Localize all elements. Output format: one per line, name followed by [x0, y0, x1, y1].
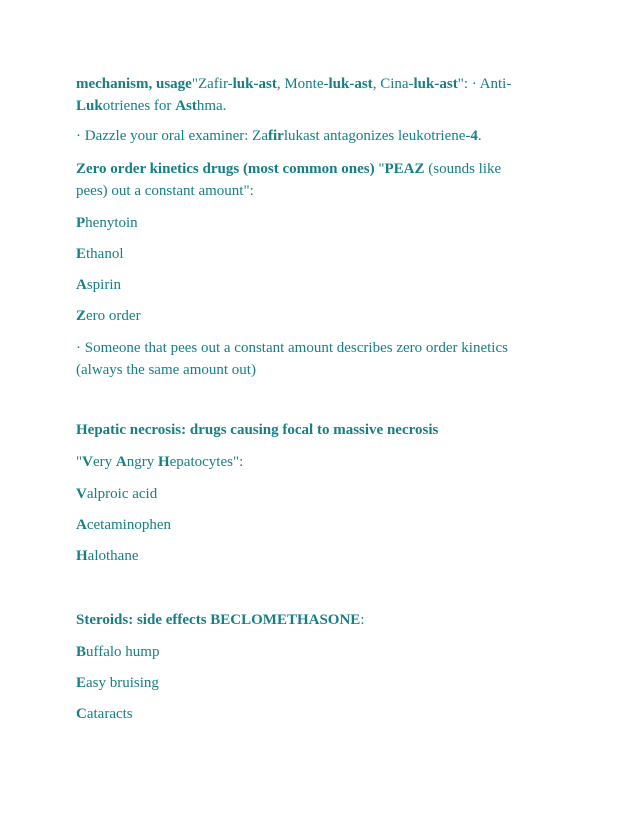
bold-run: luk-ast: [232, 76, 277, 92]
text-run: otrienes for: [102, 98, 176, 114]
mnemonic-initial: A: [76, 277, 87, 293]
text-run: (always the same amount out): [76, 362, 256, 378]
bold-run: mechanism, usage: [76, 76, 192, 92]
section-heading: [76, 419, 438, 441]
list-item: [76, 274, 121, 296]
section-heading: [76, 609, 364, 631]
text-run: henytoin: [85, 215, 138, 231]
mnemonic-initial: P: [76, 215, 86, 231]
text-line: [76, 158, 501, 180]
bold-run: Steroids: side effects BECLOMETHASONE: [76, 612, 361, 628]
bold-run: Hepatic necrosis: drugs causing focal to massive necrosis: [76, 422, 439, 438]
mnemonic-initial: B: [76, 644, 87, 660]
text-line: [76, 95, 226, 117]
text-line: [76, 451, 243, 473]
text-run: , Monte-: [276, 76, 329, 92]
mnemonic-initial: V: [76, 486, 87, 502]
text-run: :: [360, 612, 365, 628]
mnemonic-initial: A: [115, 454, 127, 470]
bold-run: luk-ast: [413, 76, 458, 92]
mnemonic-initial: E: [76, 675, 87, 691]
text-run: ": [76, 454, 83, 470]
text-run: (sounds like: [424, 161, 502, 177]
list-item: [76, 305, 141, 327]
text-run: .: [477, 128, 482, 144]
text-run: thanol: [86, 246, 124, 262]
text-run: ": [378, 161, 385, 177]
list-item: [76, 672, 159, 694]
text-line: [76, 125, 482, 147]
mnemonic-initial: H: [76, 548, 88, 564]
list-item: [76, 514, 171, 536]
bold-run: Ast: [175, 98, 197, 114]
mnemonic-initial: E: [76, 246, 87, 262]
bold-run: Zero order kinetics drugs (most common ones): [76, 161, 379, 177]
mnemonic-initial: Z: [76, 308, 87, 324]
list-item: [76, 545, 138, 567]
text-run: pees) out a constant amount":: [76, 183, 254, 199]
list-item: [76, 212, 138, 234]
mnemonic-initial: V: [82, 454, 93, 470]
text-run: , Cina-: [372, 76, 414, 92]
text-run: epatocytes":: [169, 454, 244, 470]
bold-run: PEAZ: [384, 161, 425, 177]
text-run: asy bruising: [86, 675, 159, 691]
text-run: lukast antagonizes leukotriene-: [283, 128, 471, 144]
mnemonic-initial: A: [76, 517, 87, 533]
text-run: ngry: [126, 454, 158, 470]
text-line: [76, 180, 254, 202]
text-run: spirin: [86, 277, 122, 293]
list-item: [76, 703, 133, 725]
text-run: "Zafir-: [191, 76, 233, 92]
text-run: ero order: [86, 308, 141, 324]
mnemonic-initial: H: [157, 454, 170, 470]
text-run: alproic acid: [86, 486, 158, 502]
text-run: ery: [92, 454, 116, 470]
text-run: ": · Anti-: [457, 76, 512, 92]
bold-run: fir: [267, 128, 284, 144]
bold-run: luk-ast: [328, 76, 373, 92]
text-run: hma.: [196, 98, 227, 114]
list-item: [76, 641, 159, 663]
bold-run: Luk: [76, 98, 103, 114]
text-run: uffalo hump: [86, 644, 160, 660]
list-item: [76, 483, 157, 505]
mnemonic-initial: C: [76, 706, 87, 722]
list-item: [76, 243, 124, 265]
text-line: [76, 359, 256, 381]
text-line: [76, 73, 511, 95]
text-run: ataracts: [86, 706, 133, 722]
text-run: · Someone that pees out a constant amount describes zero order kinetics: [76, 340, 508, 356]
bold-run: 4: [470, 128, 478, 144]
text-run: · Dazzle your oral examiner: Za: [76, 128, 268, 144]
text-run: alothane: [87, 548, 139, 564]
text-line: [76, 337, 508, 359]
text-run: cetaminophen: [86, 517, 171, 533]
